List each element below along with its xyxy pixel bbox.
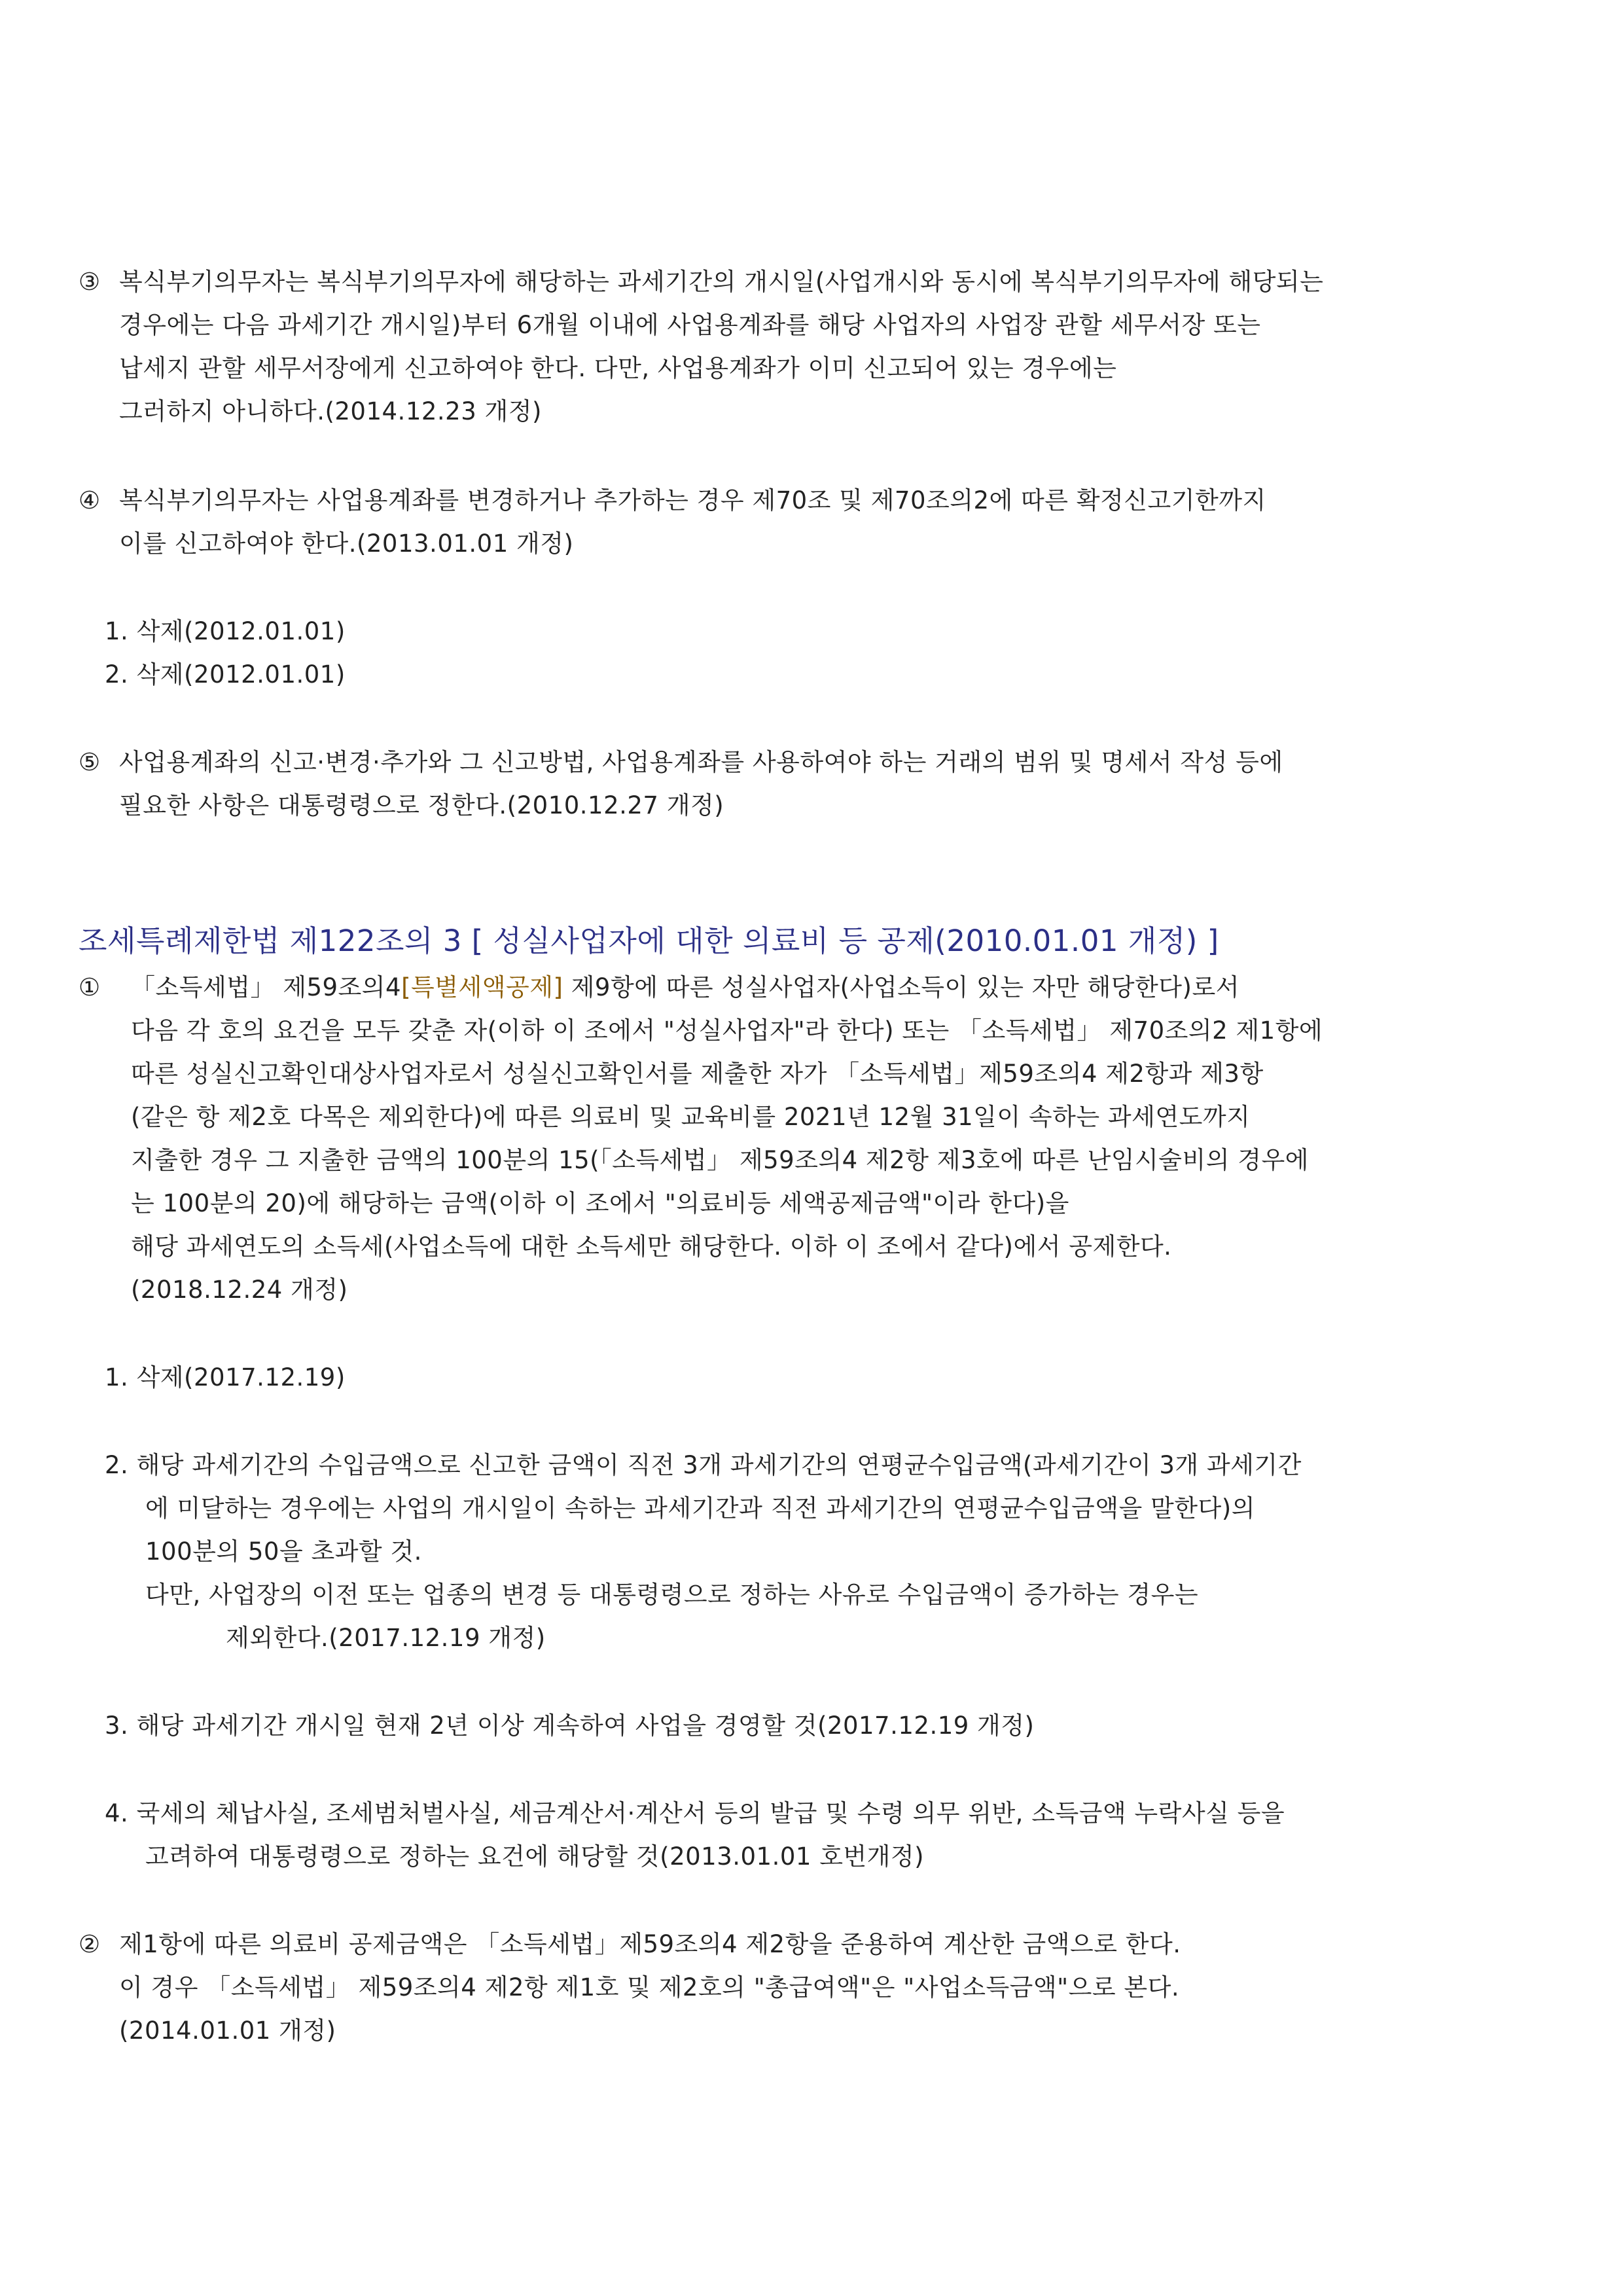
- item-2-line-2: 에 미달하는 경우에는 사업의 개시일이 속하는 과세기간과 직전 과세기간의 연평균수입금액을 말한다)의: [145, 1494, 1255, 1522]
- para-1-line-7: 해당 과세연도의 소득세(사업소득에 대한 소득세만 해당한다. 이하 이 조에서 같다)에서 공제한다.: [131, 1232, 1172, 1261]
- para-5-line-1: 사업용계좌의 신고·변경·추가와 그 신고방법, 사업용계좌를 사용하여야 하는 거래의 범위 및 명세서 작성 등에: [119, 748, 1283, 776]
- para-3-marker: ③: [79, 268, 101, 296]
- para-1-line-4: (같은 항 제2호 다목은 제외한다)에 따른 의료비 및 교육비를 2021년 12월 31일이 속하는 과세연도까지: [131, 1103, 1251, 1131]
- para-3-line-2: 경우에는 다음 과세기간 개시일)부터 6개월 이내에 사업용계좌를 해당 사업자의 사업장 관할 세무서장 또는: [119, 311, 1261, 339]
- para-1-line-2: 다음 각 호의 요건을 모두 갖춘 자(이하 이 조에서 "성실사업자"라 한다) 또는 「소득세법」 제70조의2 제1항에: [131, 1016, 1323, 1045]
- para-1-line-1-post: 제9항에 따른 성실사업자(사업소득이 있는 자만 해당한다)로서: [563, 973, 1240, 1001]
- para-1-line-5: 지출한 경우 그 지출한 금액의 100분의 15(「소득세법」 제59조의4 제2항 제3호에 따른 난임시술비의 경우에: [131, 1146, 1309, 1174]
- item-2-line-1: 2. 해당 과세기간의 수입금액으로 신고한 금액이 직전 3개 과세기간의 연평균수입금액(과세기간이 3개 과세기간: [105, 1451, 1302, 1479]
- para-2-line-1: 제1항에 따른 의료비 공제금액은 「소득세법」제59조의4 제2항을 준용하여 계산한 금액으로 한다.: [119, 1930, 1181, 1958]
- special-tax-credit-link[interactable]: [특별세액공제]: [401, 973, 563, 1001]
- para-1-line-3: 따른 성실신고확인대상사업자로서 성실신고확인서를 제출한 자가 「소득세법」제59조의4 제2항과 제3항: [131, 1060, 1264, 1088]
- para-2-line-3: (2014.01.01 개정): [119, 2017, 336, 2045]
- para-1-marker: ①: [79, 973, 101, 1001]
- para-1-line-6: 는 100분의 20)에 해당하는 금액(이하 이 조에서 "의료비등 세액공제금액"이라 한다)을: [131, 1189, 1069, 1217]
- para-3-line-1: 복식부기의무자는 복식부기의무자에 해당하는 과세기간의 개시일(사업개시와 동시에 복식부기의무자에 해당되는: [119, 268, 1324, 296]
- para-1-line-1-pre: 「소득세법」 제59조의4: [131, 973, 402, 1001]
- item-2-line-3: 100분의 50을 초과할 것.: [145, 1537, 422, 1566]
- list-item: 1. 삭제(2012.01.01): [105, 617, 346, 645]
- para-5-line-2: 필요한 사항은 대통령령으로 정한다.(2010.12.27 개정): [119, 791, 724, 819]
- list-item: 2. 삭제(2012.01.01): [105, 660, 346, 689]
- para-2-line-2: 이 경우 「소득세법」 제59조의4 제2항 제1호 및 제2호의 "총급여액"은 "사업소득금액"으로 본다.: [119, 1973, 1180, 2001]
- para-5-marker: ⑤: [79, 748, 101, 776]
- para-1-line-8: (2018.12.24 개정): [131, 1276, 348, 1304]
- section-heading: 조세특례제한법 제122조의 3 [ 성실사업자에 대한 의료비 등 공제(2010.01.01 개정) ]: [79, 924, 1219, 958]
- item-4-line-1: 4. 국세의 체납사실, 조세범처벌사실, 세금계산서·계산서 등의 발급 및 수령 의무 위반, 소득금액 누락사실 등을: [105, 1799, 1285, 1827]
- list-item: 3. 해당 과세기간 개시일 현재 2년 이상 계속하여 사업을 경영할 것(2017.12.19 개정): [105, 1712, 1035, 1740]
- item-4-line-2: 고려하여 대통령령으로 정하는 요건에 해당할 것(2013.01.01 호번개정): [145, 1842, 925, 1871]
- para-4-line-1: 복식부기의무자는 사업용계좌를 변경하거나 추가하는 경우 제70조 및 제70조의2에 따른 확정신고기한까지: [119, 486, 1266, 514]
- item-2-line-4: 다만, 사업장의 이전 또는 업종의 변경 등 대통령령으로 정하는 사유로 수입금액이 증가하는 경우는: [145, 1581, 1199, 1609]
- para-4-line-2: 이를 신고하여야 한다.(2013.01.01 개정): [119, 529, 574, 558]
- para-2-marker: ②: [79, 1930, 101, 1958]
- para-3-line-4: 그러하지 아니하다.(2014.12.23 개정): [119, 397, 542, 425]
- para-1-line-1: [131, 971, 1240, 1004]
- para-3-line-3: 납세지 관할 세무서장에게 신고하여야 한다. 다만, 사업용계좌가 이미 신고되어 있는 경우에는: [119, 354, 1117, 382]
- para-4-marker: ④: [79, 486, 101, 514]
- item-2-line-5: 제외한다.(2017.12.19 개정): [226, 1624, 546, 1652]
- list-item: 1. 삭제(2017.12.19): [105, 1363, 346, 1391]
